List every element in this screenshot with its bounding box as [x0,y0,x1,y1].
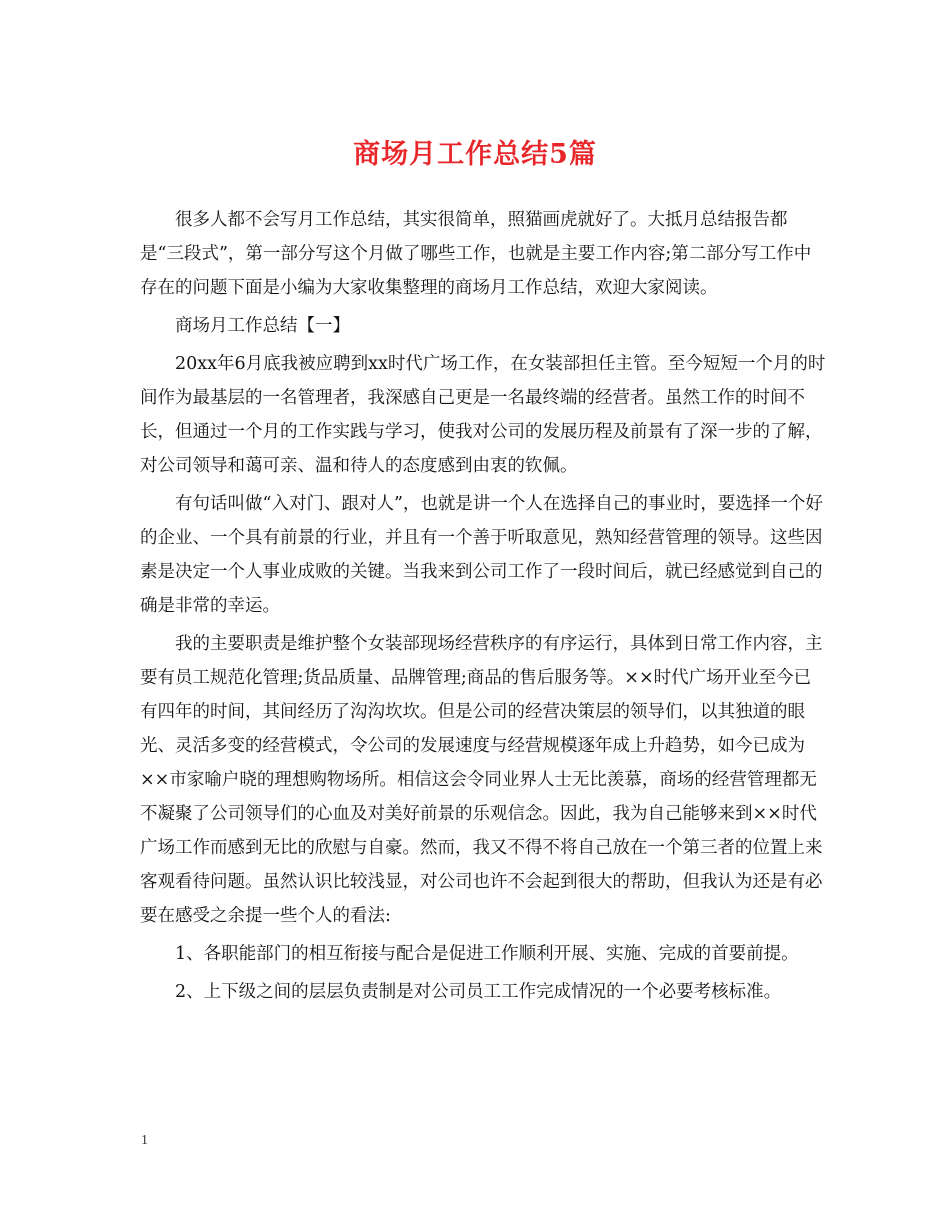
list-item: 2、上下级之间的层层负责制是对公司员工工作完成情况的一个必要考核标准。 [175,982,782,1002]
intro-paragraph: 很多人都不会写月工作总结，其实很简单，照猫画虎就好了。大抵月总结报告都是“三段式”，第一部分写这个月做了哪些工作，也就是主要工作内容;第二部分写工作中存在的问题下面是小编为大家收集整理的商场月工作总结，欢迎大家阅读。 [140,210,812,298]
body-paragraph: 20xx年6月底我被应聘到xx时代广场工作，在女装部担任主管。至今短短一个月的时间作为最基层的一名管理者，我深感自己更是一名最终端的经营者。虽然工作的时间不长，但通过一个月的工作实践与学习，使我对公司的发展历程及前景有了深一步的了解，对公司领导和蔼可亲、温和待人的态度感到由衷的钦佩。 [140,354,826,476]
list-item: 1、各职能部门的相互衔接与配合是促进工作顺利开展、实施、完成的首要前提。 [175,944,799,964]
document-body [140,203,826,1013]
body-paragraph: 我的主要职责是维护整个女装部现场经营秩序的有序运行，具体到日常工作内容，主要有员工规范化管理;货品质量、品牌管理;商品的售后服务等。××时代广场开业至今已有四年的时间，其间经历了沟沟坎坎。但是公司的经营决策层的领导们，以其独道的眼光、灵活多变的经营模式，令公司的发展速度与经营规模逐年成上升趋势，如今已成为××市家喻户晓的理想购物场所。相信这会令同业界人士无比羡慕，商场的经营管理都无不凝聚了公司领导们的心血及对美好前景的乐观信念。因此，我为自己能够来到××时代广场工作而感到无比的欣慰与自豪。然而，我又不得不将自己放在一个第三者的位置上来客观看待问题。虽然认识比较浅显，对公司也许不会起到很大的帮助，但我认为还是有必要在感受之余提一些个人的看法: [140,634,823,926]
section-heading: 商场月工作总结【一】 [175,316,350,336]
page-number: 1 [141,1133,148,1148]
document-title: 商场月工作总结5篇 [353,139,597,170]
body-paragraph: 有句话叫做“入对门、跟对人”，也就是讲一个人在选择自己的事业时，要选择一个好的企业、一个具有前景的行业，并且有一个善于听取意见，熟知经营管理的领导。这些因素是决定一个人事业成败的关键。当我来到公司工作了一段时间后，就已经感觉到自己的确是非常的幸运。 [140,494,823,616]
